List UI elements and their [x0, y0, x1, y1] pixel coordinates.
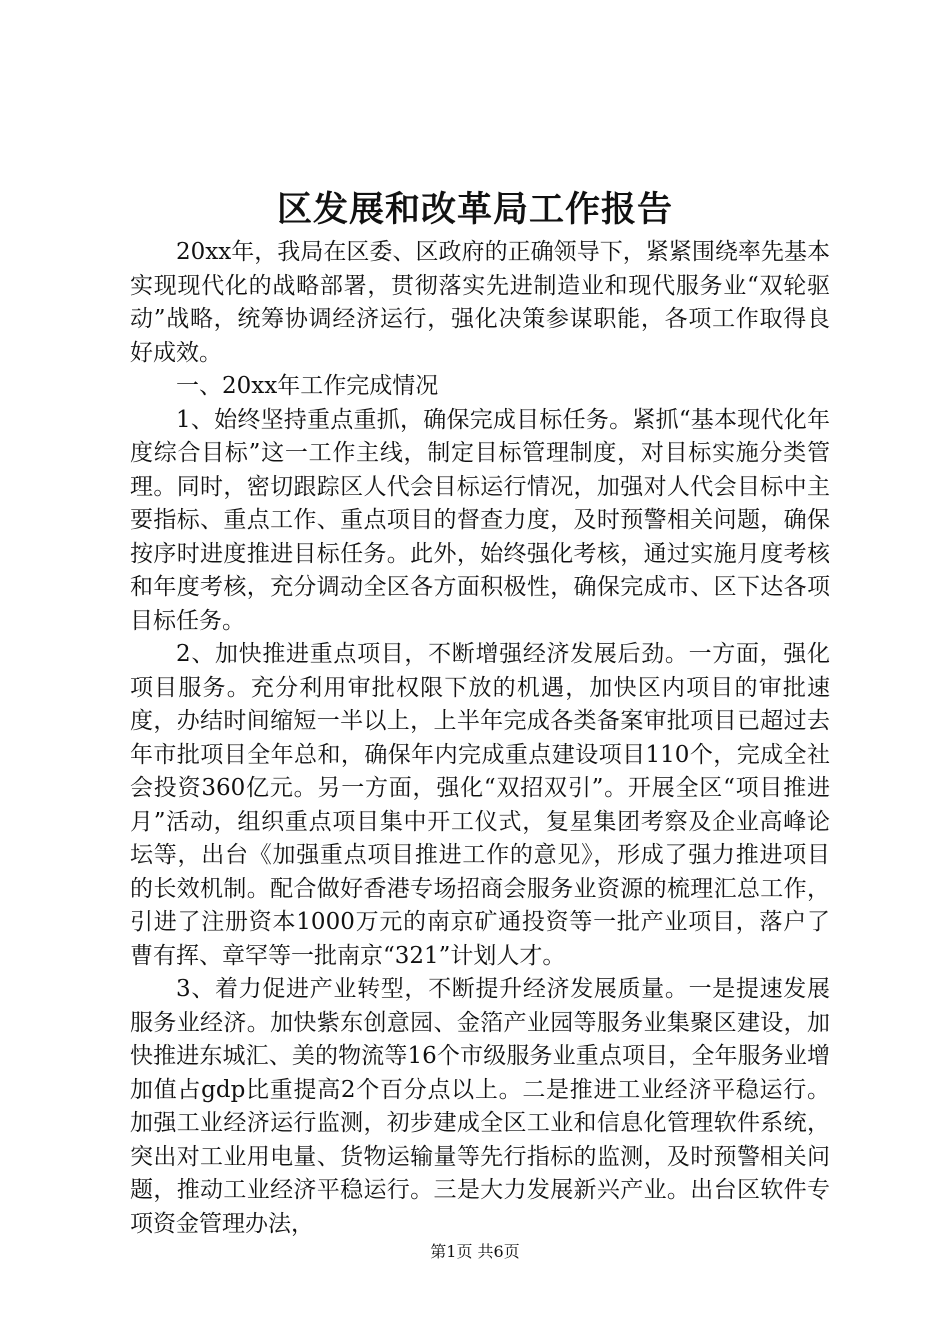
document-title: 区发展和改革局工作报告	[276, 189, 673, 230]
section-heading: 一、20xx年工作完成情况	[176, 373, 439, 399]
paragraph-item-2: 2、加快推进重点项目，不断增强经济发展后劲。一方面，强化项目服务。充分利用审批权限下放的机遇，加快区内项目的审批速度，办结时间缩短一半以上，上半年完成各类备案审批项目已超过去年市批项目全年总和，确保年内完成重点建设项目110个，完成全社会投资360亿元。另一方面，强化“双招双引”。开展全区“项目推进月”活动，组织重点项目集中开工仪式，复星集团考察及企业高峰论坛等，出台《加强重点项目推进工作的意见》，形成了强力推进项目的长效机制。配合做好香港专场招商会服务业资源的梳理汇总工作，引进了注册资本1000万元的南京矿通投资等一批产业项目，落户了曹有挥、章罕等一批南京“321”计划人才。	[130, 641, 830, 969]
document-body	[130, 236, 830, 1241]
paragraph-item-3: 3、着力促进产业转型，不断提升经济发展质量。一是提速发展服务业经济。加快紫东创意园、金箔产业园等服务业集聚区建设，加快推进东城汇、美的物流等16个市级服务业重点项目，全年服务业增加值占gdp比重提高2个百分点以上。二是推进工业经济平稳运行。加强工业经济运行监测，初步建成全区工业和信息化管理软件系统，突出对工业用电量、货物运输量等先行指标的监测，及时预警相关问题，推动工业经济平稳运行。三是大力发展新兴产业。出台区软件专项资金管理办法，	[130, 976, 830, 1237]
page-footer: 第1页 共6页	[430, 1242, 520, 1261]
paragraph-item-1: 1、始终坚持重点重抓，确保完成目标任务。紧抓“基本现代化年度综合目标”这一工作主线，制定目标管理制度，对目标实施分类管理。同时，密切跟踪区人代会目标运行情况，加强对人代会目标中主要指标、重点工作、重点项目的督查力度，及时预警相关问题，确保按序时进度推进目标任务。此外，始终强化考核，通过实施月度考核和年度考核，充分调动全区各方面积极性，确保完成市、区下达各项目标任务。	[130, 406, 830, 634]
intro-paragraph: 20xx年，我局在区委、区政府的正确领导下，紧紧围绕率先基本实现现代化的战略部署，贯彻落实先进制造业和现代服务业“双轮驱动”战略，统筹协调经济运行，强化决策参谋职能，各项工作取得良好成效。	[130, 239, 830, 366]
